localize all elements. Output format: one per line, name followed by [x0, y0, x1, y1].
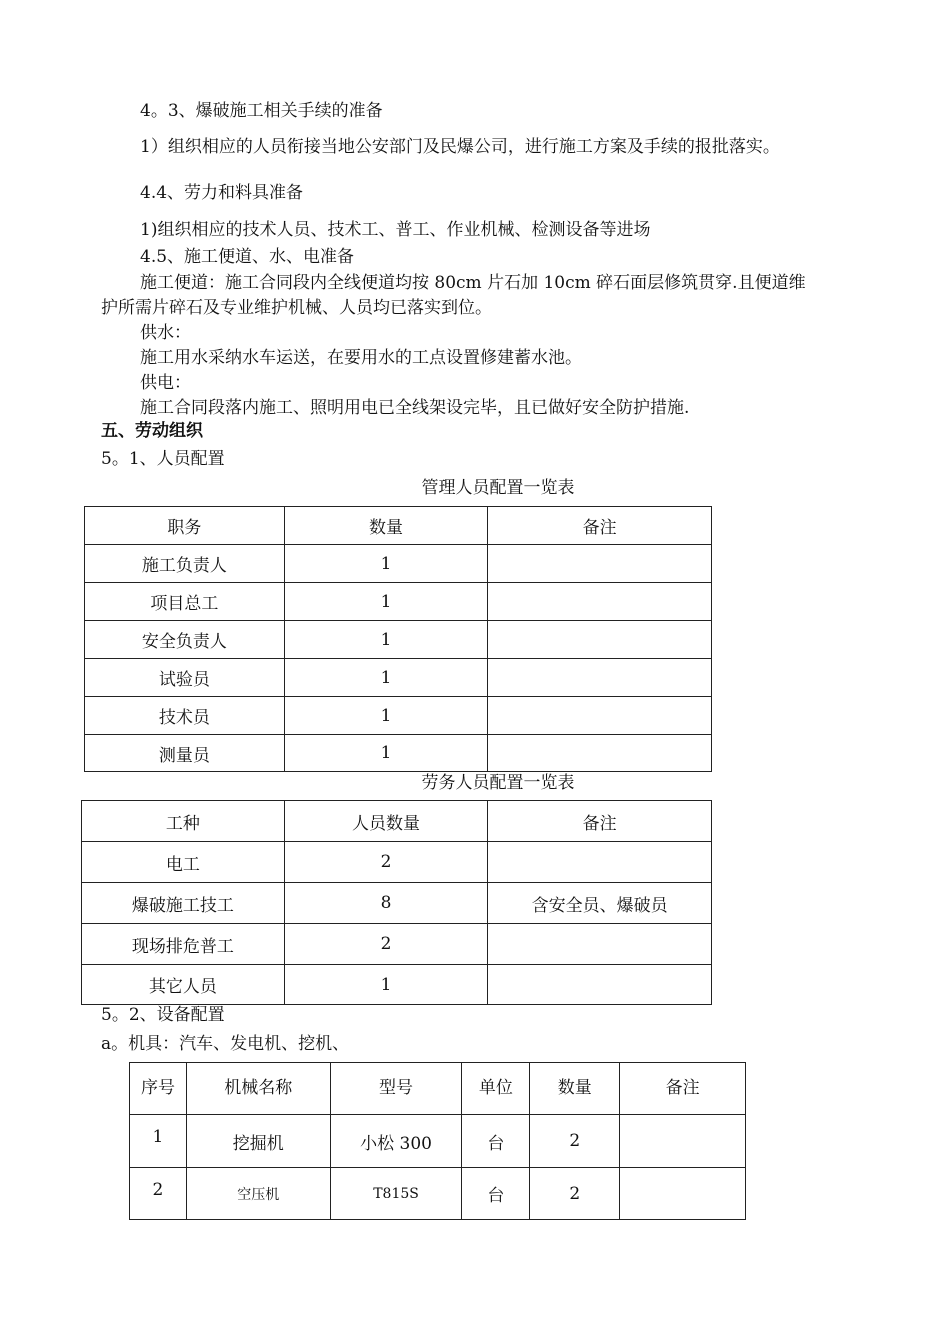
section-4-3-item-1: 1）组织相应的人员衔接当地公安部门及民爆公司，进行施工方案及手续的报批落实。: [140, 137, 780, 157]
equip-cell: [620, 1115, 746, 1168]
labor-cell: 2: [284, 842, 488, 883]
road-paragraph-line-2: 护所需片碎石及专业维护机械、人员均已落实到位。: [101, 298, 492, 318]
mgmt-cell: 测量员: [85, 735, 285, 772]
equip-cell: T815S: [330, 1168, 462, 1220]
mgmt-cell: [488, 697, 712, 735]
equip-cell: 1: [130, 1115, 187, 1168]
section-5-2-title: 5。2、设备配置: [101, 1005, 225, 1025]
table-row: [85, 621, 712, 659]
table-row: [85, 583, 712, 621]
mgmt-cell: [488, 545, 712, 583]
section-5-1-title: 5。1、人员配置: [101, 449, 225, 469]
table-row: [85, 545, 712, 583]
labor-table: [81, 800, 712, 1005]
labor-table-header-row: [82, 801, 712, 842]
equipment-table-header-row: [130, 1063, 746, 1115]
equipment-table: [129, 1062, 746, 1220]
mgmt-cell: 施工负责人: [85, 545, 285, 583]
labor-cell: 2: [284, 924, 488, 965]
equip-cell: 2: [130, 1168, 187, 1220]
labor-cell: [488, 924, 712, 965]
mgmt-header-cell: 职务: [85, 507, 285, 545]
section-4-5-title: 4.5、施工便道、水、电准备: [140, 247, 355, 267]
labor-header-cell: 工种: [82, 801, 285, 842]
labor-cell: 电工: [82, 842, 285, 883]
table-row: [85, 735, 712, 772]
equip-cell: 台: [462, 1168, 530, 1220]
equip-header-cell: 单位: [462, 1063, 530, 1115]
mgmt-table: [84, 506, 712, 772]
mgmt-table-caption: 管理人员配置一览表: [421, 478, 575, 498]
section-4-4-title: 4.4、劳力和料具准备: [140, 183, 304, 203]
equip-cell: 2: [530, 1115, 620, 1168]
mgmt-table-header-row: [85, 507, 712, 545]
labor-table-caption: 劳务人员配置一览表: [421, 773, 575, 793]
labor-cell: [488, 965, 712, 1005]
table-row: [82, 842, 712, 883]
table-row: [82, 965, 712, 1005]
mgmt-cell: [488, 659, 712, 697]
table-row: [82, 924, 712, 965]
mgmt-cell: 1: [284, 735, 488, 772]
mgmt-cell: 项目总工: [85, 583, 285, 621]
mgmt-cell: 安全负责人: [85, 621, 285, 659]
labor-cell: 含安全员、爆破员: [488, 883, 712, 924]
labor-cell: 8: [284, 883, 488, 924]
equip-header-cell: 机械名称: [186, 1063, 330, 1115]
power-text: 施工合同段落内施工、照明用电已全线架设完毕，且已做好安全防护措施.: [140, 398, 690, 418]
labor-cell: 爆破施工技工: [82, 883, 285, 924]
equip-header-cell: 型号: [330, 1063, 462, 1115]
mgmt-cell: 1: [284, 659, 488, 697]
table-row: [82, 883, 712, 924]
mgmt-cell: [488, 621, 712, 659]
labor-header-cell: 人员数量: [284, 801, 488, 842]
equip-cell: 挖掘机: [186, 1115, 330, 1168]
equip-header-cell: 数量: [530, 1063, 620, 1115]
labor-cell: [488, 842, 712, 883]
road-paragraph-line-1: 施工便道：施工合同段内全线便道均按 80cm 片石加 10cm 碎石面层修筑贯穿.且便道维: [140, 273, 806, 293]
labor-cell: 现场排危普工: [82, 924, 285, 965]
mgmt-cell: 1: [284, 583, 488, 621]
water-text: 施工用水采纳水车运送，在要用水的工点设置修建蓄水池。: [140, 348, 582, 368]
table-row: [85, 697, 712, 735]
table-row: [130, 1168, 746, 1220]
machines-intro: a。机具：汽车、发电机、挖机、: [101, 1034, 350, 1054]
equip-header-cell: 序号: [130, 1063, 187, 1115]
equip-cell: 台: [462, 1115, 530, 1168]
table-row: [130, 1115, 746, 1168]
labor-cell: 其它人员: [82, 965, 285, 1005]
equip-cell: 2: [530, 1168, 620, 1220]
equip-header-cell: 备注: [620, 1063, 746, 1115]
power-label: 供电：: [140, 373, 191, 393]
water-label: 供水：: [140, 323, 191, 343]
mgmt-cell: 技术员: [85, 697, 285, 735]
mgmt-cell: 1: [284, 545, 488, 583]
labor-cell: 1: [284, 965, 488, 1005]
mgmt-header-cell: 数量: [284, 507, 488, 545]
mgmt-cell: 1: [284, 697, 488, 735]
labor-header-cell: 备注: [488, 801, 712, 842]
mgmt-cell: [488, 735, 712, 772]
equip-cell: 空压机: [186, 1168, 330, 1220]
equip-cell: [620, 1168, 746, 1220]
mgmt-cell: 1: [284, 621, 488, 659]
mgmt-header-cell: 备注: [488, 507, 712, 545]
section-4-3-title: 4。3、爆破施工相关手续的准备: [140, 101, 383, 121]
section-5-title: 五、劳动组织: [101, 421, 203, 441]
equip-cell: 小松 300: [330, 1115, 462, 1168]
mgmt-cell: 试验员: [85, 659, 285, 697]
section-4-4-item-1: 1)组织相应的技术人员、技术工、普工、作业机械、检测设备等进场: [140, 220, 651, 240]
mgmt-cell: [488, 583, 712, 621]
table-row: [85, 659, 712, 697]
